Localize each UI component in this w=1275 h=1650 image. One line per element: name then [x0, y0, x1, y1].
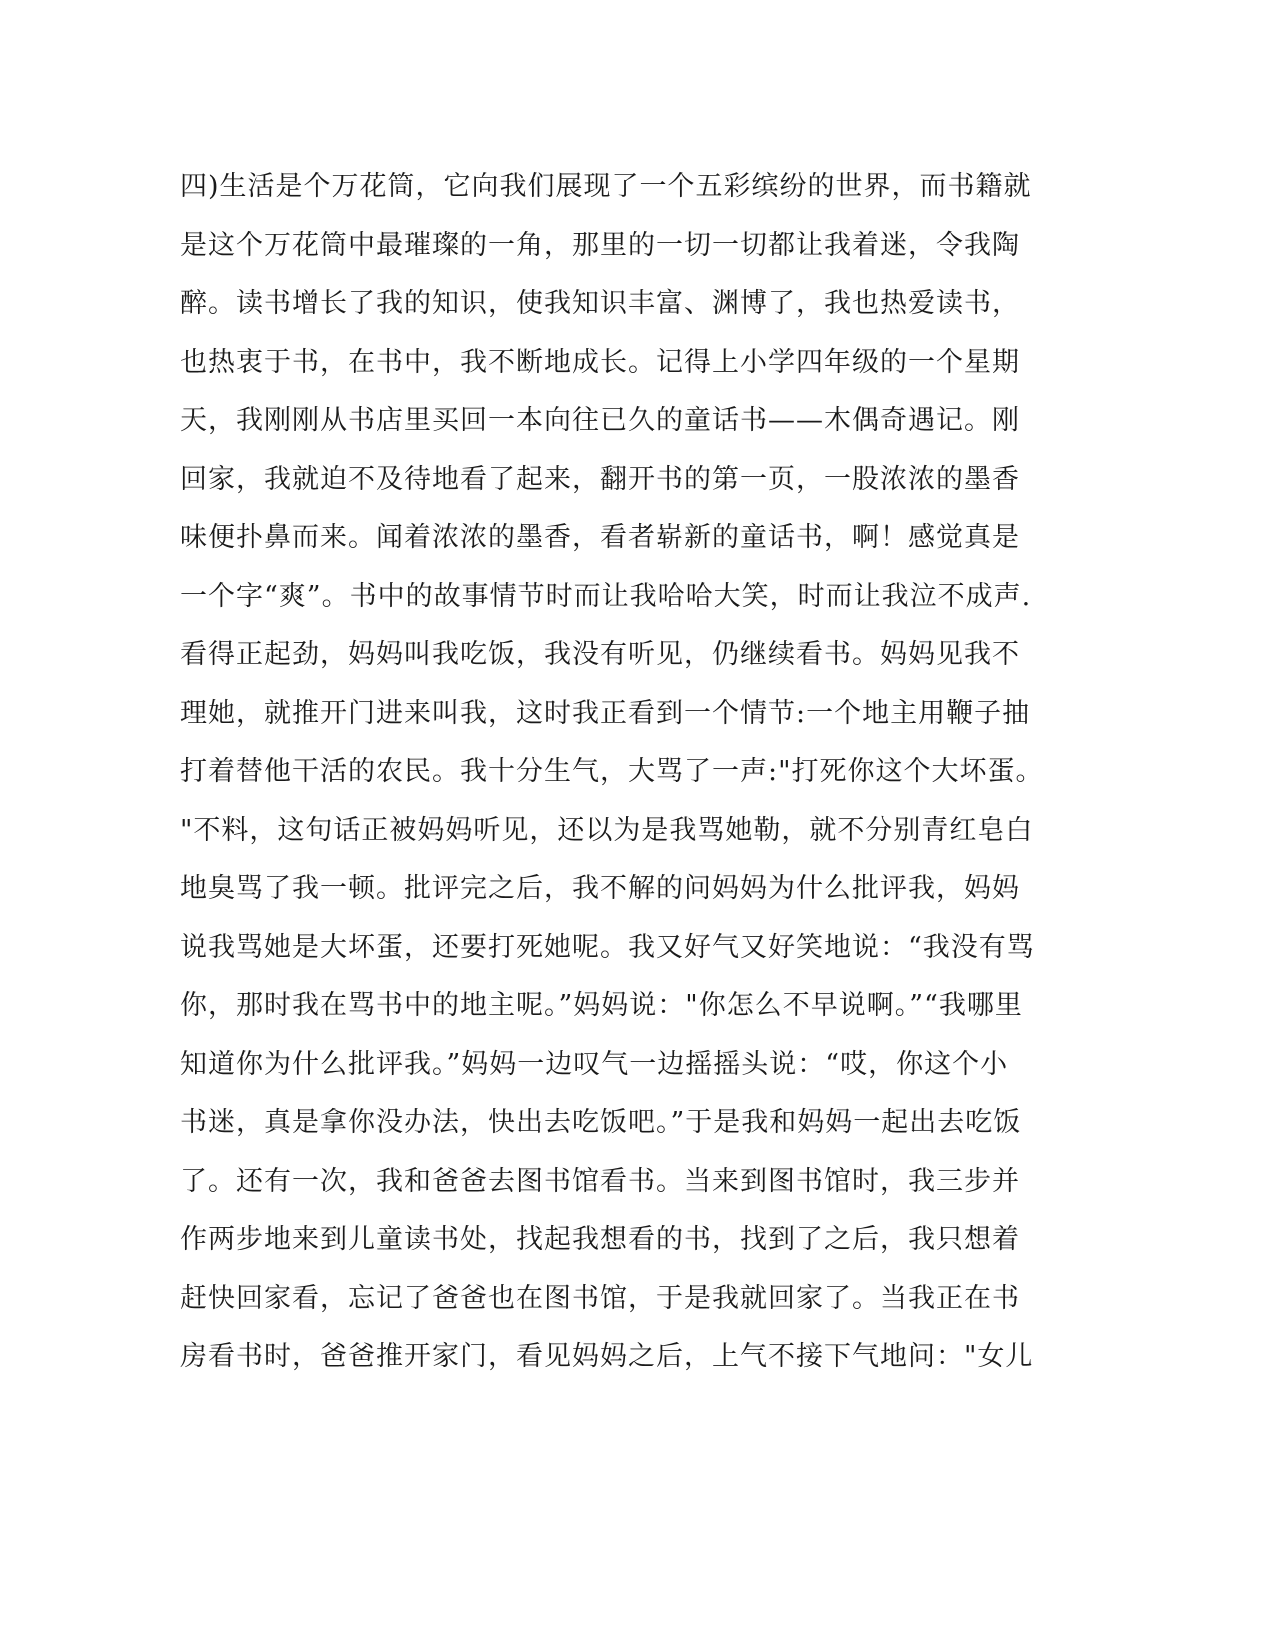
text-line: "不料，这句话正被妈妈听见，还以为是我骂她勒，就不分别青红皂白 — [180, 814, 1034, 846]
text-line: 一个字“爽”。书中的故事情节时而让我哈哈大笑，时而让我泣不成声. — [180, 580, 1032, 612]
text-line: 你，那时我在骂书中的地主呢。”妈妈说："你怎么不早说啊。”“我哪里 — [180, 990, 1023, 1021]
text-line: 天，我刚刚从书店里买回一本向往已久的童话书——木偶奇遇记。刚 — [180, 405, 1020, 436]
text-line: 房看书时，爸爸推开家门，看见妈妈之后，上气不接下气地问："女儿 — [180, 1341, 1034, 1372]
text-line: 味便扑鼻而来。闻着浓浓的墨香，看者崭新的童话书，啊！感觉真是 — [180, 522, 1020, 553]
text-line: 看得正起劲，妈妈叫我吃饭，我没有听见，仍继续看书。妈妈见我不 — [180, 639, 1020, 670]
text-line: 说我骂她是大坏蛋，还要打死她呢。我又好气又好笑地说：“我没有骂 — [180, 931, 1035, 963]
text-line: 知道你为什么批评我。”妈妈一边叹气一边摇摇头说：“哎，你这个小 — [180, 1048, 1009, 1080]
text-line: 赶快回家看，忘记了爸爸也在图书馆，于是我就回家了。当我正在书 — [180, 1282, 1020, 1314]
text-line: 是这个万花筒中最璀璨的一角，那里的一切一切都让我着迷，令我陶 — [180, 229, 1020, 261]
text-line: 四)生活是个万花筒，它向我们展现了一个五彩缤纷的世界，而书籍就 — [180, 171, 1032, 202]
text-line: 打着替他干活的农民。我十分生气，大骂了一声:"打死你这个大坏蛋。 — [180, 756, 1044, 787]
body-text — [180, 158, 1060, 1387]
text-line: 了。还有一次，我和爸爸去图书馆看书。当来到图书馆时，我三步并 — [180, 1165, 1020, 1197]
text-line: 作两步地来到儿童读书处，找起我想看的书，找到了之后，我只想着 — [180, 1224, 1020, 1255]
text-line: 醉。读书增长了我的知识，使我知识丰富、渊博了，我也热爱读书， — [180, 288, 1020, 319]
text-line: 也热衷于书，在书中，我不断地成长。记得上小学四年级的一个星期 — [180, 346, 1020, 378]
text-line: 地臭骂了我一顿。批评完之后，我不解的问妈妈为什么批评我，妈妈 — [180, 873, 1020, 904]
text-line: 理她，就推开门进来叫我，这时我正看到一个情节:一个地主用鞭子抽 — [180, 697, 1031, 729]
text-line: 回家，我就迫不及待地看了起来，翻开书的第一页，一股浓浓的墨香 — [180, 463, 1020, 495]
text-line: 书迷，真是拿你没办法，快出去吃饭吧。”于是我和妈妈一起出去吃饭 — [180, 1107, 1022, 1138]
